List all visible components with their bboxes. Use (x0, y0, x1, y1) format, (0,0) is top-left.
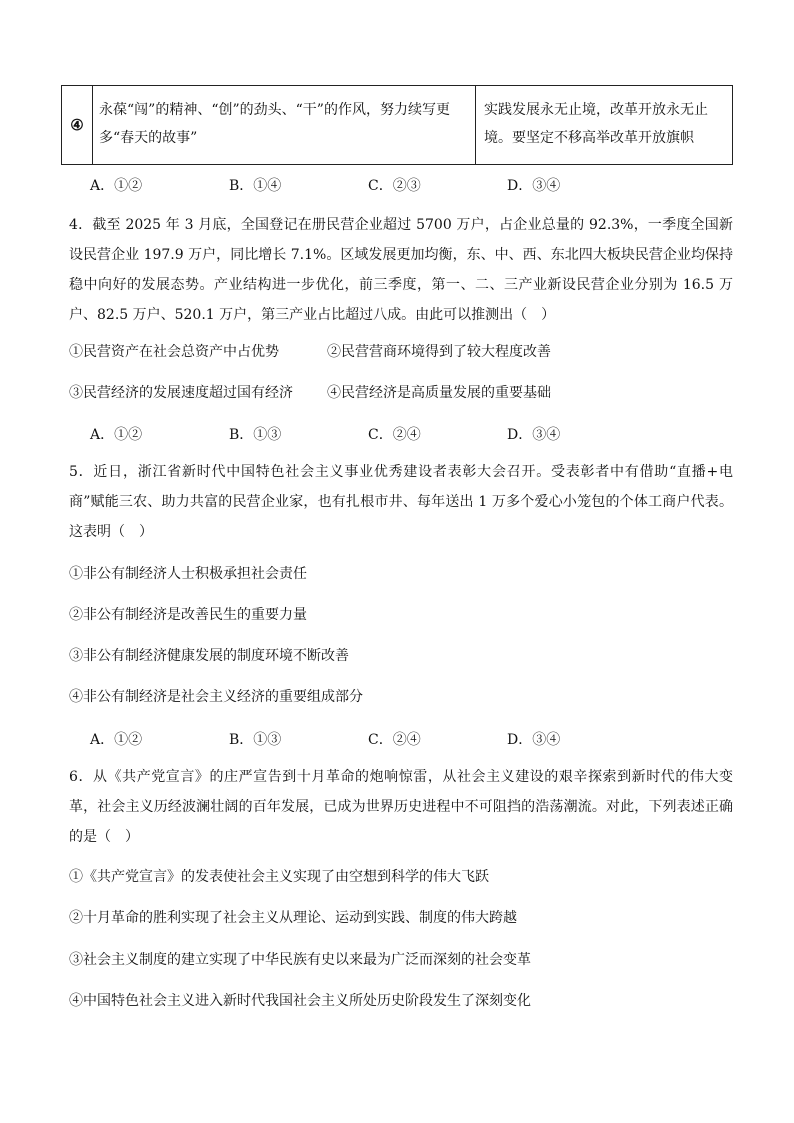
q5-item-4: ④非公有制经济是社会主义经济的重要组成部分 (69, 689, 363, 705)
row-cell-meaning: 实践发展永无止境，改革开放永无止境。要坚定不移高举改革开放旗帜 (484, 102, 708, 146)
q6-item-1: ①《共产党宣言》的发表使社会主义实现了由空想到科学的伟大飞跃 (69, 869, 489, 885)
q4-item-1: ①民营资产在社会总资产中占优势 (69, 344, 279, 360)
q5-item-1: ①非公有制经济人士积极承担社会责任 (69, 566, 307, 582)
q5-stem: 5．近日，浙江省新时代中国特色社会主义事业优秀建设者表彰大会召开。受表彰者中有借助“直播+电商”赋能三农、助力共富的民营企业家，也有扎根市井、每年送出 1 万多个爱心小笼包的个体工商户代表。这表明（ ） (69, 464, 733, 540)
q4-items-row-1 (69, 341, 551, 361)
q6-item-3: ③社会主义制度的建立实现了中华民族有史以来最为广泛而深刻的社会变革 (69, 952, 531, 968)
option-d[interactable]: D．③④ (507, 178, 561, 194)
option-a[interactable]: A．①② (90, 178, 143, 194)
option-a[interactable]: A．①② (90, 427, 143, 443)
q5-options (90, 729, 646, 749)
q6-item-2: ②十月革命的胜利实现了社会主义从理论、运动到实践、制度的伟大跨越 (69, 910, 517, 926)
q3-options (90, 175, 646, 195)
q4-item-3: ③民营经济的发展速度超过国有经济 (69, 385, 293, 401)
q4-item-2: ②民营营商环境得到了较大程度改善 (327, 344, 551, 360)
row-cell-quote: 永葆“闯”的精神、“创”的劲头、“干”的作风，努力续写更多“春天的故事” (93, 86, 476, 164)
q4-item-4: ④民营经济是高质量发展的重要基础 (327, 385, 551, 401)
option-b[interactable]: B．①④ (229, 178, 282, 194)
q4-items-row-2 (69, 382, 551, 402)
option-d[interactable]: D．③④ (507, 732, 561, 748)
q5-item-3: ③非公有制经济健康发展的制度环境不断改善 (69, 648, 349, 664)
option-b[interactable]: B．①③ (229, 427, 282, 443)
q6-item-4: ④中国特色社会主义进入新时代我国社会主义所处历史阶段发生了深刻变化 (69, 993, 531, 1009)
q6-stem: 6．从《共产党宣言》的庄严宣告到十月革命的炮响惊雷，从社会主义建设的艰辛探索到新时代的伟大变革，社会主义历经波澜壮阔的百年发展，已成为世界历史进程中不可阻挡的浩荡潮流。对此，下列表述正确的是（ ） (69, 769, 733, 845)
option-b[interactable]: B．①③ (229, 732, 282, 748)
option-c[interactable]: C．②④ (368, 427, 421, 443)
option-c[interactable]: C．②④ (368, 732, 421, 748)
row-number: ④ (62, 86, 93, 164)
comparison-table-row (61, 85, 733, 165)
option-c[interactable]: C．②③ (368, 178, 421, 194)
option-a[interactable]: A．①② (90, 732, 143, 748)
q4-options (90, 424, 646, 444)
q5-item-2: ②非公有制经济是改善民生的重要力量 (69, 607, 307, 623)
option-d[interactable]: D．③④ (507, 427, 561, 443)
q4-stem: 4．截至 2025 年 3 月底，全国登记在册民营企业超过 5700 万户，占企业总量的 92.3%，一季度全国新设民营企业 197.9 万户，同比增长 7.1%。区域发展更加均衡，东、中、西、东北四大板块民营企业均保持稳中向好的发展态势。产业结构进一步优化，前三季度，第一、二、三产业新设民营企业分别为 16.5 万户、82.5 万户、520.1 万户，第三产业占比超过八成。由此可以推测出（ ） (69, 217, 733, 323)
